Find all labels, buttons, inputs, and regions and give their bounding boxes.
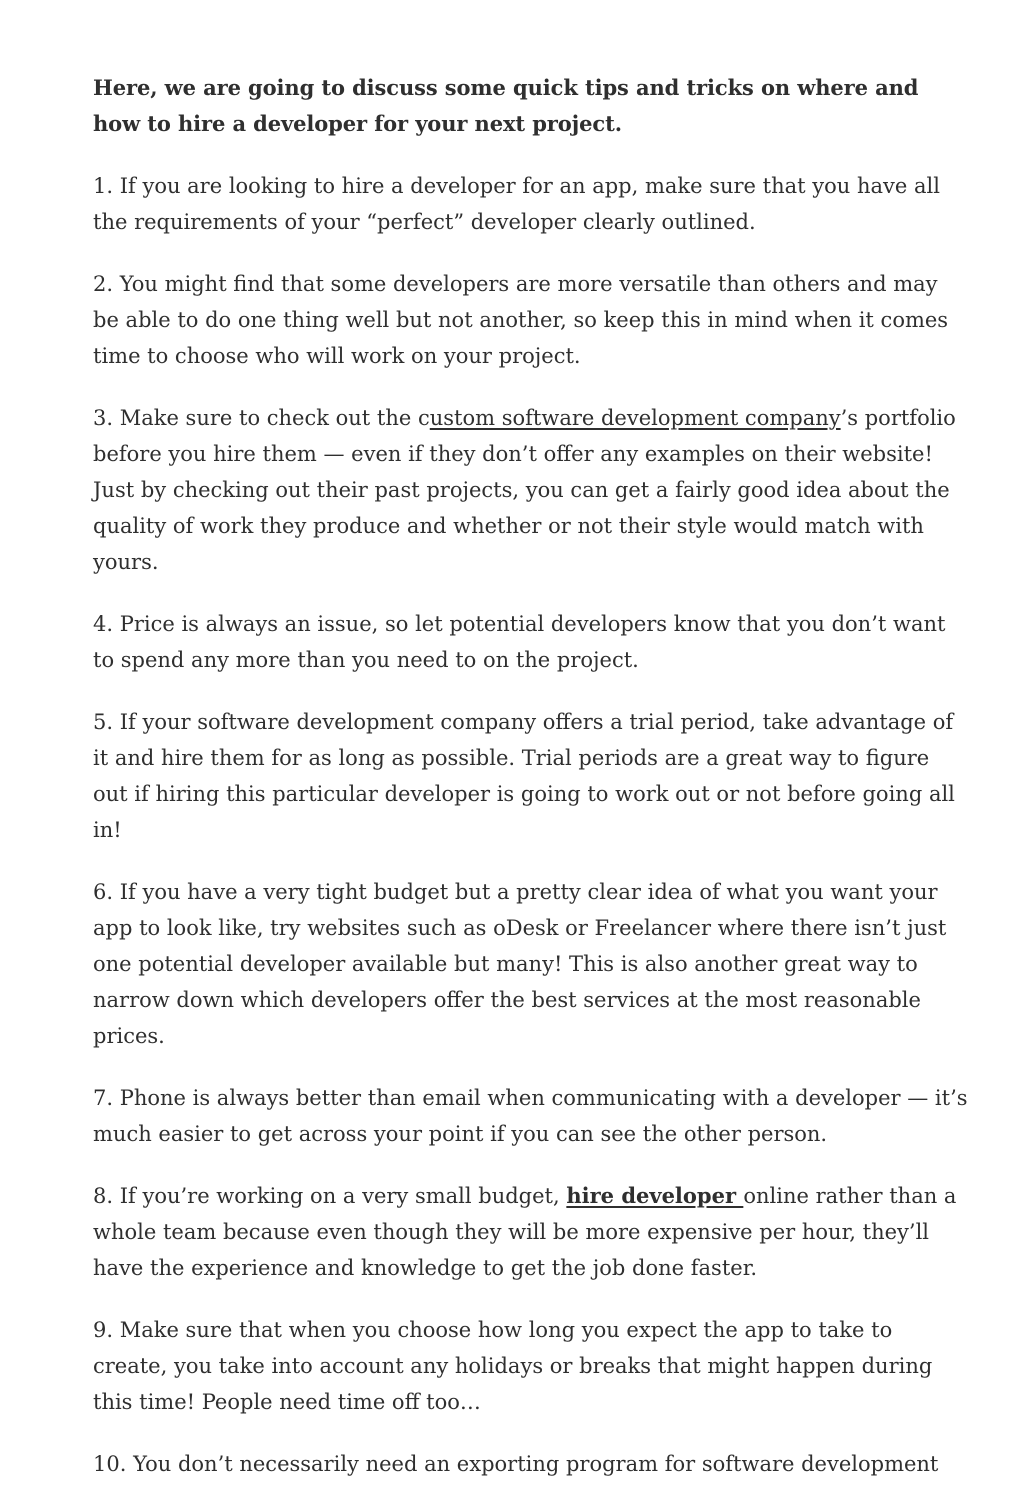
tip-8-lead-text: 8. If you’re working on a very small budget, <box>93 1184 567 1208</box>
tip-8 <box>93 1178 968 1286</box>
tip-2: 2. You might find that some developers are more versatile than others and may be able to do one thing well but not another, so keep this in mind when it comes time to choose who will work on your project. <box>93 272 949 368</box>
tip-3-trailing-text: ’s portfolio before you hire them — even if they don’t offer any examples on their website! Just by checking out their past projects, you can get a fairly good idea about the quality of work they produce and whether or not their style would match with yours. <box>93 406 956 574</box>
tip-6: 6. If you have a very tight budget but a pretty clear idea of what you want your app to look like, try websites such as oDesk or Freelancer where there isn’t just one potential developer available but many! This is also another great way to narrow down which developers offer the best services at the most reasonable prices. <box>93 880 947 1048</box>
custom-software-company-link[interactable]: ustom software development company <box>429 406 841 430</box>
hire-developer-link[interactable]: hire developer <box>566 1183 744 1208</box>
tip-3-lead-text: 3. Make sure to check out the c <box>93 406 430 430</box>
tip-7: 7. Phone is always better than email when communicating with a developer — it’s much easier to get across your point if you can see the other person. <box>93 1086 968 1146</box>
tip-3 <box>93 400 968 580</box>
article-body <box>93 70 968 1508</box>
tip-8-trailing-text: online rather than a whole team because even though they will be more expensive per hour, they’ll have the experience and knowledge to get the job done faster. <box>93 1184 957 1280</box>
tip-4: 4. Price is always an issue, so let potential developers know that you don’t want to spend any more than you need to on the project. <box>93 612 946 672</box>
intro-paragraph: Here, we are going to discuss some quick tips and tricks on where and how to hire a developer for your next project. <box>93 75 919 136</box>
tip-9: 9. Make sure that when you choose how long you expect the app to take to create, you take into account any holidays or breaks that might happen during this time! People need time off too… <box>93 1318 933 1414</box>
tip-5: 5. If your software development company offers a trial period, take advantage of it and hire them for as long as possible. Trial periods are a great way to figure out if hiring this particular developer is going to work out or not before going all in! <box>93 710 955 842</box>
tip-1: 1. If you are looking to hire a developer for an app, make sure that you have all the requirements of your “perfect” developer clearly outlined. <box>93 174 940 234</box>
tip-10: 10. You don’t necessarily need an exporting program for software development <box>93 1452 939 1476</box>
